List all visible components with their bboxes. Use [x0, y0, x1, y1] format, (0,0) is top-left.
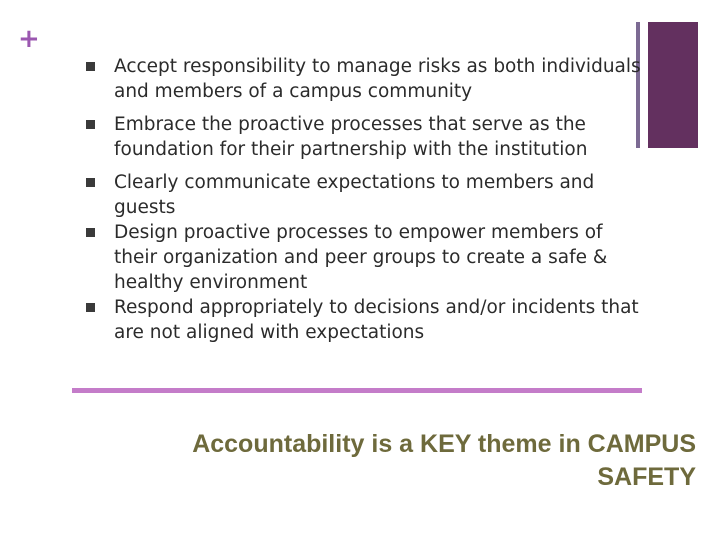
- bullet-text: Embrace the proactive processes that serve as the foundation for their partnership with the institution: [114, 114, 588, 160]
- square-bullet-icon: [86, 228, 95, 237]
- bullet-list: [86, 54, 646, 345]
- bullet-item: [86, 112, 646, 162]
- bullet-text: Design proactive processes to empower members of their organization and peer groups to create a safe & healthy environment: [114, 222, 608, 293]
- plus-icon: +: [18, 24, 40, 54]
- bullet-item: [86, 170, 646, 220]
- accent-block: [648, 22, 698, 148]
- square-bullet-icon: [86, 120, 95, 129]
- bullet-text: Accept responsibility to manage risks as both individuals and members of a campus community: [114, 56, 641, 102]
- bullet-item: [86, 54, 646, 104]
- square-bullet-icon: [86, 62, 95, 71]
- callout-text: Accountability is a KEY theme in CAMPUS SAFETY: [192, 430, 696, 491]
- square-bullet-icon: [86, 178, 95, 187]
- square-bullet-icon: [86, 303, 95, 312]
- divider-line: [72, 388, 642, 393]
- bullet-text: Respond appropriately to decisions and/or incidents that are not aligned with expectations: [114, 297, 639, 343]
- bullet-item: [86, 220, 646, 295]
- bullet-item: [86, 295, 646, 345]
- bullet-text: Clearly communicate expectations to members and guests: [114, 172, 595, 218]
